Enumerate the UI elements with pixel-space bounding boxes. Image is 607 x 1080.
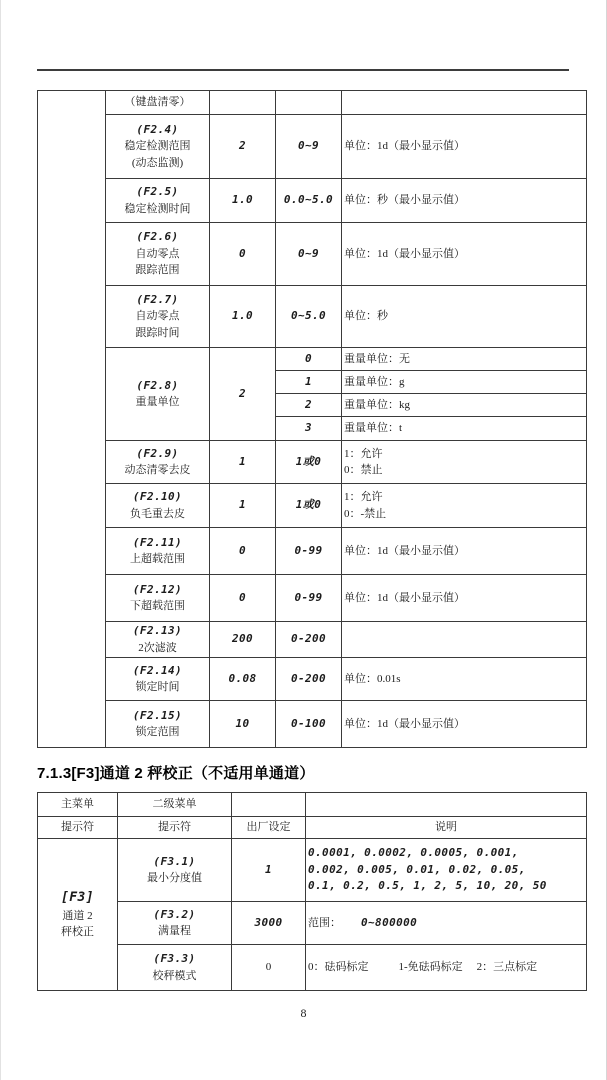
desc-cell [342, 622, 587, 658]
table-row-carryover [38, 91, 587, 115]
param-label-cell [106, 115, 210, 179]
desc-cell [342, 441, 587, 484]
option-description: 重量单位：无 [344, 352, 410, 365]
main-menu-empty-cell [38, 91, 106, 748]
default-value: 1 [238, 498, 247, 512]
default-value: 1 [238, 454, 247, 468]
division-values-line-3: 0.1, 0.2, 0.5, 1, 2, 5, 10, 20, 50 [308, 879, 547, 893]
table-row-f2-10 [38, 484, 587, 528]
range-cell [276, 115, 342, 179]
option-value-cell [276, 348, 342, 371]
default-value: 2 [238, 386, 247, 400]
default-cell [210, 348, 276, 441]
range-value: 0~5.0 [290, 309, 327, 323]
description: 单位：1d（最小显示值） [344, 717, 465, 730]
group-name-2: 秤校正 [61, 926, 94, 939]
range-value: 0-99 [294, 590, 323, 604]
range-cell [276, 441, 342, 484]
option-description: 重量单位：kg [344, 398, 410, 411]
param-name: 上超载范围 [130, 553, 185, 565]
table-row-f3-1 [38, 839, 587, 902]
calibration-option-1: 1-免砝码标定 [398, 961, 463, 974]
param-code: (F3.1) [153, 854, 196, 868]
option-description: 重量单位：t [344, 422, 403, 435]
param-code: (F2.12) [132, 582, 183, 596]
desc-cell [306, 945, 587, 991]
param-code: (F2.11) [132, 535, 183, 549]
header-empty-cell [306, 793, 587, 817]
header-description [306, 817, 587, 839]
option-value: 0 [304, 351, 313, 365]
param-label-cell [106, 286, 210, 348]
default-cell [210, 701, 276, 748]
param-code: (F2.14) [132, 663, 183, 677]
option-value: 3 [304, 421, 313, 435]
header-label: 出厂设定 [246, 821, 291, 834]
param-code: (F2.8) [136, 378, 179, 392]
param-code: (F2.7) [136, 292, 179, 306]
desc-cell [342, 223, 587, 286]
param-name: 自动零点 [135, 310, 180, 323]
header-label: 二级菜单 [152, 798, 197, 811]
parameter-table-f2 [37, 90, 587, 748]
description: 单位：秒 [344, 310, 388, 323]
param-name: 锁定时间 [135, 681, 180, 693]
range-value: 0-100 [290, 716, 327, 730]
param-name-2: 跟踪范围 [135, 264, 180, 277]
description: 单位：1d（最小显示值） [344, 544, 465, 557]
table-row-f2-14 [38, 658, 587, 701]
default-value: 1.0 [231, 193, 254, 207]
range-cell [276, 575, 342, 622]
table-row-f2-6 [38, 223, 587, 286]
param-code: (F3.2) [153, 907, 196, 921]
desc-cell [342, 484, 587, 528]
param-name: 最小分度值 [147, 872, 202, 884]
option-desc-cell [342, 394, 587, 417]
param-label-cell [106, 528, 210, 575]
range-cell [276, 622, 342, 658]
header-sub-menu [118, 793, 232, 817]
default-value: 1 [264, 862, 273, 876]
range-value: 0~9 [297, 139, 320, 153]
range-cell [276, 223, 342, 286]
description: 单位：0.01s [344, 672, 401, 685]
param-code: (F2.15) [132, 708, 183, 722]
option-desc-cell [342, 417, 587, 441]
option-desc-cell [342, 371, 587, 394]
header-label: 主菜单 [61, 798, 94, 811]
range-prefix-label: 范围： [308, 916, 341, 929]
param-label-cell [106, 441, 210, 484]
description: 单位：1d（最小显示值） [344, 140, 465, 153]
default-cell [210, 622, 276, 658]
param-name-2: 跟踪时间 [135, 326, 180, 339]
default-value: 10 [235, 716, 250, 730]
table-row-f2-4 [38, 115, 587, 179]
param-name: 稳定检测范围 [124, 140, 191, 153]
table-row-f2-15 [38, 701, 587, 748]
range-value: 1或0 [295, 498, 322, 512]
param-name: 2次滤波 [138, 641, 177, 654]
header-rule [37, 69, 569, 71]
range-value: 0-200 [290, 632, 327, 646]
desc-cell [342, 286, 587, 348]
range-value: 0.0~5.0 [283, 193, 334, 207]
range-value: 0-99 [294, 543, 323, 557]
calibration-option-0: 0：砝码标定 [308, 961, 369, 974]
table2-header-row-2 [38, 817, 587, 839]
desc-cell [342, 701, 587, 748]
header-label: 提示符 [61, 821, 94, 834]
carryover-label-cell [106, 91, 210, 115]
desc-cell [342, 179, 587, 223]
default-value: 0.08 [228, 671, 257, 685]
param-name: 校秤模式 [152, 969, 197, 982]
param-name: 动态清零去皮 [124, 464, 191, 476]
table2-header-row-1 [38, 793, 587, 817]
default-cell [232, 902, 306, 945]
default-value: 0 [238, 246, 247, 260]
header-empty-cell [232, 793, 306, 817]
param-label-cell [106, 575, 210, 622]
range-cell [276, 484, 342, 528]
range-value: 0~9 [297, 246, 320, 260]
default-cell [232, 945, 306, 991]
param-code: (F2.9) [136, 446, 179, 460]
param-code: (F2.5) [136, 185, 179, 198]
carryover-label: （键盘清零） [124, 96, 191, 109]
header-label: 提示符 [158, 821, 191, 834]
table-row-f2-12 [38, 575, 587, 622]
range-value: 1或0 [295, 454, 322, 468]
table-row-f3-2 [38, 902, 587, 945]
desc-cell [342, 658, 587, 701]
range-value: 0-200 [290, 671, 327, 685]
division-values-line-1: 0.0001, 0.0002, 0.0005, 0.001, [308, 846, 519, 860]
range-cell [276, 528, 342, 575]
description: 单位：秒（最小显示值） [344, 194, 465, 207]
default-cell [210, 575, 276, 622]
option-desc-cell [342, 348, 587, 371]
header-label: 说明 [435, 821, 457, 834]
param-label-cell [106, 701, 210, 748]
param-name: 负毛重去皮 [130, 507, 185, 520]
page-number: 8 [300, 1006, 307, 1020]
description: 单位：1d（最小显示值） [344, 247, 465, 260]
desc-cell [306, 839, 587, 902]
empty-desc-cell [342, 91, 587, 115]
param-label-cell [118, 902, 232, 945]
param-name-2: (动态监测) [131, 156, 184, 169]
param-code: (F2.4) [136, 122, 179, 136]
param-label-cell [118, 945, 232, 991]
range-cell [276, 701, 342, 748]
group-label-cell [38, 839, 118, 991]
param-name: 自动零点 [135, 247, 180, 260]
description-line-2: 0：禁止 [344, 464, 383, 476]
table-row-f2-5 [38, 179, 587, 223]
default-cell [232, 839, 306, 902]
param-label-cell [106, 622, 210, 658]
option-value-cell [276, 371, 342, 394]
default-value: 2 [238, 139, 247, 153]
table-row-f2-11 [38, 528, 587, 575]
description-line-1: 1：允许 [344, 491, 383, 503]
default-value: 200 [231, 632, 254, 646]
table-row-f2-13 [38, 622, 587, 658]
param-label-cell [106, 179, 210, 223]
param-code: (F2.10) [132, 490, 183, 503]
section-heading: 7.1.3[F3]通道 2 秤校正（不适用单通道） [37, 765, 315, 782]
param-label-cell [106, 223, 210, 286]
param-name: 满量程 [158, 925, 191, 937]
default-value: 3000 [254, 915, 283, 929]
range-value: 0~800000 [361, 915, 418, 929]
range-cell [276, 179, 342, 223]
table-row-f2-9 [38, 441, 587, 484]
default-cell [210, 484, 276, 528]
header-prompt-2 [118, 817, 232, 839]
param-label-cell [118, 839, 232, 902]
param-label-cell [106, 484, 210, 528]
default-value: 0 [238, 590, 247, 604]
description: 单位：1d（最小显示值） [344, 591, 465, 604]
header-main-menu [38, 793, 118, 817]
param-name: 重量单位 [135, 396, 180, 408]
range-cell [276, 286, 342, 348]
description-line-2: 0：-禁止 [344, 507, 387, 520]
table-row-f2-7 [38, 286, 587, 348]
calibration-option-2: 2：三点标定 [476, 961, 538, 974]
division-values-line-2: 0.002, 0.005, 0.01, 0.02, 0.05, [308, 862, 526, 876]
default-value: 1.0 [231, 309, 254, 323]
option-value-cell [276, 394, 342, 417]
header-factory-setting [232, 817, 306, 839]
header-prompt-1 [38, 817, 118, 839]
default-cell [210, 223, 276, 286]
default-cell [210, 441, 276, 484]
desc-cell [342, 528, 587, 575]
parameter-table-f3 [37, 792, 587, 991]
table-row-f3-3 [38, 945, 587, 991]
default-cell [210, 658, 276, 701]
desc-cell [306, 902, 587, 945]
description-line-1: 1：允许 [344, 447, 383, 460]
param-code: (F2.13) [132, 624, 183, 637]
option-value: 1 [304, 374, 313, 388]
default-cell [210, 179, 276, 223]
param-name: 锁定范围 [135, 726, 180, 738]
option-value: 2 [304, 397, 313, 411]
table-row-f2-8-opt-0 [38, 348, 587, 371]
param-name: 下超载范围 [130, 600, 185, 612]
empty-default-cell [210, 91, 276, 115]
group-code: [F3] [61, 890, 94, 906]
default-cell [210, 286, 276, 348]
range-cell [276, 658, 342, 701]
empty-range-cell [276, 91, 342, 115]
default-cell [210, 528, 276, 575]
param-name: 稳定检测时间 [124, 202, 191, 215]
default-value: 0 [265, 961, 272, 974]
group-name-1: 通道 2 [62, 909, 93, 922]
param-code: (F3.3) [153, 952, 196, 965]
param-label-cell [106, 348, 210, 441]
option-value-cell [276, 417, 342, 441]
param-code: (F2.6) [136, 230, 179, 244]
desc-cell [342, 115, 587, 179]
default-cell [210, 115, 276, 179]
desc-cell [342, 575, 587, 622]
param-label-cell [106, 658, 210, 701]
default-value: 0 [238, 543, 247, 557]
option-description: 重量单位：g [344, 375, 405, 388]
